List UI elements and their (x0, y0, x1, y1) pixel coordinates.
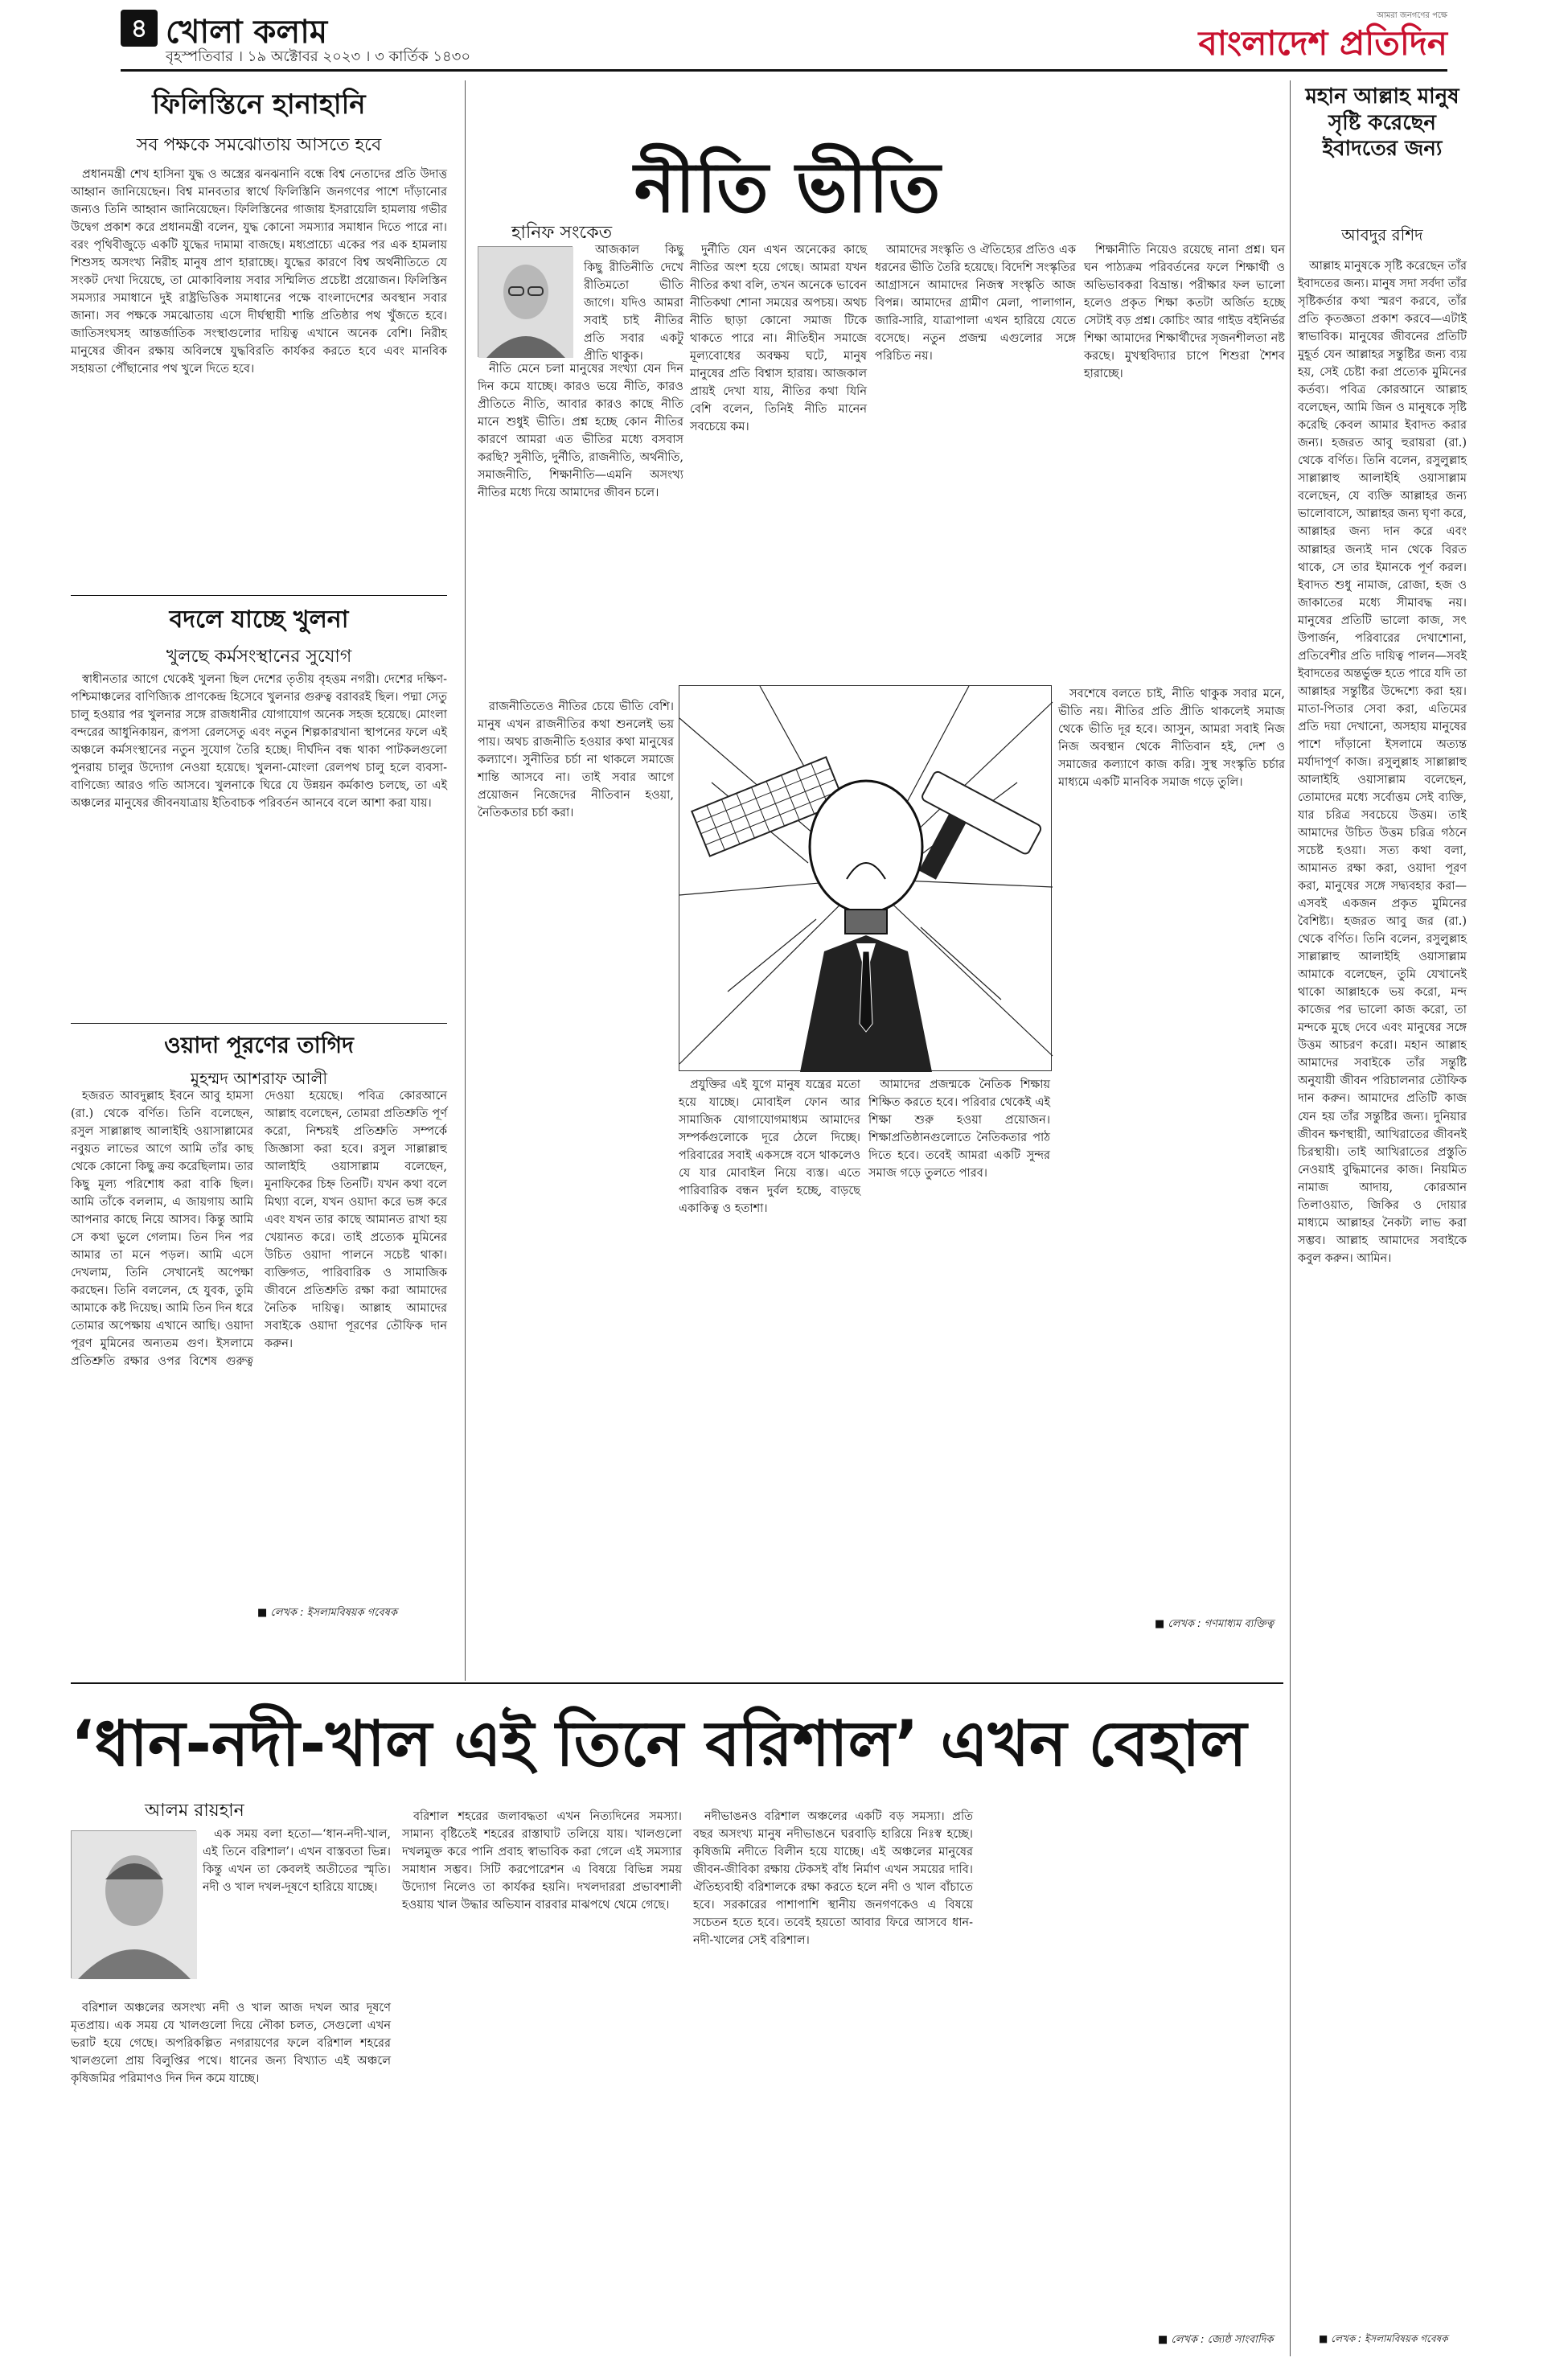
paragraph: আমাদের প্রজন্মকে নৈতিক শিক্ষায় শিক্ষিত করতে হবে। পরিবার থেকেই এই শিক্ষা শুরু হওয়া প্রয়োজন। শিক্ষাপ্রতিষ্ঠানগুলোতে নৈতিকতার পাঠ দিতে হবে। তবেই আমরা একটি সুন্দর সমাজ গড়ে তুলতে পারব। (868, 1078, 1050, 1181)
author-note: ■ লেখক : জ্যেষ্ঠ সাংবাদিক (1158, 2334, 1274, 2346)
paragraph: স্বাধীনতার আগে থেকেই খুলনা ছিল দেশের তৃতীয় বৃহত্তম নগরী। দেশের দক্ষিণ-পশ্চিমাঞ্চলের বাণিজ্যিক প্রাণকেন্দ্র হিসেবে খুলনার গুরুত্ব বরাবরই ছিল। পদ্মা সেতু চালু হওয়ার পর খুলনার সঙ্গে রাজধানীর যোগাযোগ অনেক সহজ হয়েছে। মোংলা বন্দরের আধুনিকায়ন, রূপসা রেলসেতু এবং নতুন শিল্পকারখানা স্থাপনের ফলে এই অঞ্চলে কর্মসংস্থানের নতুন সুযোগ তৈরি হচ্ছে। দীর্ঘদিন বন্ধ থাকা পাটকলগুলো পুনরায় চালুর উদ্যোগ নেওয়া হয়েছে। খুলনা-মোংলা রেলপথ চালু হলে ব্যবসা-বাণিজ্যে আরও গতি আসবে। খুলনাকে ঘিরে যে উন্নয়ন কর্মকাণ্ড চলছে, তা এই অঞ্চলের মানুষের জীবনযাত্রায় ইতিবাচক পরিবর্তন আনবে বলে আশা করা যায়। (71, 673, 447, 811)
article-column (478, 698, 674, 1615)
article-title: নীতি ভীতি (634, 148, 942, 228)
author-photo (71, 1830, 196, 1978)
article-column (203, 1826, 391, 1999)
article-column (868, 1076, 1050, 1615)
brand-name: বাংলাদেশ প্রতিদিন (1198, 23, 1447, 63)
section-divider (71, 595, 447, 596)
author-note: ■ লেখক : ইসলামবিষয়ক গবেষক (1319, 2333, 1448, 2344)
article-column (1084, 241, 1285, 682)
column-divider (1290, 80, 1291, 2356)
section-title: খোলা কলাম (166, 14, 328, 51)
article-subtitle: খুলছে কর্মসংস্থানের সুযোগ (166, 647, 352, 667)
article-author: আলম রায়হান (145, 1801, 244, 1821)
article-body (1298, 257, 1467, 2321)
paragraph: প্রধানমন্ত্রী শেখ হাসিনা যুদ্ধ ও অস্ত্রের ঝনঝনানি বন্ধে বিশ্ব নেতাদের প্রতি উদাত্ত আহ্বান জানিয়েছেন। বিশ্ব মানবতার স্বার্থে ফিলিস্তিনি জনগণের পাশে দাঁড়ানোর জন্যও তিনি আহ্বান জানিয়েছেন। ফিলিস্তিনের গাজায় ইসরায়েলি হামলায় গভীর উদ্বেগ প্রকাশ করে প্রধানমন্ত্রী বলেন, যুদ্ধ কোনো সমস্যার সমাধান দিতে পারে না। বরং পৃথিবীজুড়ে একটি যুদ্ধের দামামা বাজছে। মধ্যপ্রাচ্যে একের পর এক হামলায় শিশুসহ অসংখ্য নিরীহ মানুষ প্রাণ হারাচ্ছে। যুদ্ধের কারণে বিশ্ব অর্থনীতিতে যে সংকট দেখা দিয়েছে, তা মোকাবিলায় সবার সম্মিলিত প্রচেষ্টা প্রয়োজন। ফিলিস্তিন সমস্যার সমাধানে দুই রাষ্ট্রভিত্তিক সমাধানের পক্ষে বাংলাদেশের অবস্থান সবার জানা। সব পক্ষকে সমঝোতায় এসে দীর্ঘস্থায়ী শান্তি প্রতিষ্ঠার পথ খুঁজতে হবে। জাতিসংঘসহ আন্তর্জাতিক সংস্থাগুলোর দায়িত্ব এখানে অনেক বেশি। নিরীহ মানুষের জীবন রক্ষায় অবিলম্বে যুদ্ধবিরতি কার্যকর করতে হবে এবং মানবিক সহায়তা পৌঁছানোর পথ খুলে দিতে হবে। (71, 168, 447, 376)
page-number: ৪ (121, 10, 158, 47)
author-note: ■ লেখক : গণমাধ্যম ব্যক্তিত্ব (1155, 1618, 1275, 1630)
paragraph: বরিশাল শহরের জলাবদ্ধতা এখন নিত্যদিনের সমস্যা। সামান্য বৃষ্টিতেই শহরের রাস্তাঘাট তলিয়ে যায়। খালগুলো দখলমুক্ত করে পানি প্রবাহ স্বাভাবিক করা গেলে এই সমস্যার সমাধান সম্ভব। সিটি করপোরেশন এ বিষয়ে বিভিন্ন সময় উদ্যোগ নিলেও তা কার্যকর হয়নি। দখলদাররা প্রভাবশালী হওয়ায় খাল উদ্ধার অভিযান বারবার মাঝপথে থেমে গেছে। (402, 1810, 682, 1912)
paragraph: আজকাল কিছু কিছু রীতিনীতি দেখে রীতিমতো ভীতি জাগে। যদিও আমরা সবাই চাই নীতির প্রতি সবার একটু প্রীতি থাকুক। (584, 244, 683, 363)
article-title: বদলে যাচ্ছে খুলনা (169, 606, 349, 634)
article-column (875, 241, 1076, 682)
paragraph: বরিশাল অঞ্চলের অসংখ্য নদী ও খাল আজ দখল আর দূষণে মৃতপ্রায়। এক সময় যে খালগুলো দিয়ে নৌকা চলত, সেগুলো এখন ভরাট হয়ে গেছে। অপরিকল্পিত নগরায়ণের ফলে বরিশাল শহরের খালগুলো প্রায় বিলুপ্তির পথে। ধানের জন্য বিখ্যাত এই অঞ্চলে কৃষিজমির পরিমাণও দিন দিন কমে যাচ্ছে। (71, 2002, 391, 2086)
article-header (71, 84, 447, 161)
author-note: ■ লেখক : ইসলামবিষয়ক গবেষক (257, 1607, 397, 1619)
paragraph: নদীভাঙনও বরিশাল অঞ্চলের একটি বড় সমস্যা। প্রতি বছর অসংখ্য মানুষ নদীভাঙনে ঘরবাড়ি হারিয়ে নিঃস্ব হচ্ছে। কৃষিজমি নদীতে বিলীন হয়ে যাচ্ছে। এই অঞ্চলের মানুষের জীবন-জীবিকা রক্ষায় টেকসই বাঁধ নির্মাণ এখন সময়ের দাবি। ঐতিহ্যবাহী বরিশালকে রক্ষা করতে হলে নদী ও খাল বাঁচাতে হবে। সরকারের পাশাপাশি স্থানীয় জনগণকেও এ বিষয়ে সচেতন হতে হবে। তবেই হয়তো আবার ফিরে আসবে ধান-নদী-খালের সেই বরিশাল। (693, 1810, 973, 1948)
article-header (71, 1028, 447, 1094)
paragraph: প্রযুক্তির এই যুগে মানুষ যন্ত্রের মতো হয়ে যাচ্ছে। মোবাইল ফোন আর সামাজিক যোগাযোগমাধ্যম আমাদের সম্পর্কগুলোকে দূরে ঠেলে দিচ্ছে। পরিবারের সবাই একসঙ্গে বসে থাকলেও যে যার মোবাইল নিয়ে ব্যস্ত। এতে পারিবারিক বন্ধন দুর্বল হচ্ছে, বাড়ছে একাকিত্ব ও হতাশা। (679, 1078, 860, 1216)
article-author: হানিফ সংকেত (511, 223, 613, 243)
article-body (71, 166, 447, 592)
article-author: আবদুর রশিদ (1341, 225, 1423, 244)
article-body (71, 1087, 447, 1602)
article-column (478, 360, 683, 698)
paragraph: আল্লাহ মানুষকে সৃষ্টি করেছেন তাঁর ইবাদতের জন্য। মানুষ সদা সর্বদা তাঁর সৃষ্টিকর্তার কথা স্মরণ করবে, তাঁর প্রতি কৃতজ্ঞতা প্রকাশ করবে—এটাই স্বাভাবিক। মানুষের জীবনের প্রতিটি মুহূর্ত যেন আল্লাহর সন্তুষ্টির জন্য ব্যয় হয়, সেই চেষ্টা করা প্রত্যেক মুমিনের কর্তব্য। পবিত্র কোরআনে আল্লাহ বলেছেন, আমি জিন ও মানুষকে সৃষ্টি করেছি কেবল আমার ইবাদত করার জন্য। হজরত আবু হুরায়রা (রা.) থেকে বর্ণিত। তিনি বলেন, রসুলুল্লাহ সাল্লাল্লাহু আলাইহি ওয়াসাল্লাম বলেছেন, যে ব্যক্তি আল্লাহর জন্য ভালোবাসে, আল্লাহর জন্য ঘৃণা করে, আল্লাহর জন্য দান করে এবং আল্লাহর জন্যই দান থেকে বিরত থাকে, সে তার ইমানকে পূর্ণ করল। ইবাদত শুধু নামাজ, রোজা, হজ ও জাকাতের মধ্যে সীমাবদ্ধ নয়। মানুষের প্রতিটি ভালো কাজ, সৎ উপার্জন, পরিবারের দেখাশোনা, প্রতিবেশীর প্রতি দায়িত্ব পালন—সবই ইবাদতের অন্তর্ভুক্ত হতে পারে যদি তা আল্লাহর সন্তুষ্টির উদ্দেশ্যে করা হয়। মাতা-পিতার সেবা করা, এতিমের প্রতি দয়া দেখানো, অসহায় মানুষের পাশে দাঁড়ানো ইসলামে অত্যন্ত মর্যাদাপূর্ণ কাজ। রসুলুল্লাহ সাল্লাল্লাহু আলাইহি ওয়াসাল্লাম বলেছেন, তোমাদের মধ্যে সর্বোত্তম সেই ব্যক্তি, যার চরিত্র সবচেয়ে উত্তম। তাই আমাদের উচিত উত্তম চরিত্র গঠনে সচেষ্ট হওয়া। সত্য কথা বলা, আমানত রক্ষা করা, ওয়াদা পূরণ করা, মানুষের সঙ্গে সদ্ব্যবহার করা—এসবই একজন প্রকৃত মুমিনের বৈশিষ্ট্য। হজরত আবু জর (রা.) থেকে বর্ণিত। তিনি বলেন, রসুলুল্লাহ সাল্লাল্লাহু আলাইহি ওয়াসাল্লাম আমাকে বলেছেন, তুমি যেখানেই থাকো আল্লাহকে ভয় করো, মন্দ কাজের পর ভালো কাজ করো, তা মন্দকে মুছে দেবে এবং মানুষের সঙ্গে উত্তম আচরণ করো। মহান আল্লাহ আমাদের সবাইকে তাঁর সন্তুষ্টি অনুযায়ী জীবন পরিচালনার তৌফিক দান করুন। আমাদের প্রতিটি কাজ যেন হয় তাঁর সন্তুষ্টির জন্য। দুনিয়ার জীবন ক্ষণস্থায়ী, আখিরাতের জীবনই চিরস্থায়ী। তাই আখিরাতের প্রস্তুতি নেওয়াই বুদ্ধিমানের কাজ। নিয়মিত নামাজ আদায়, কোরআন তিলাওয়াত, জিকির ও দোয়ার মাধ্যমে আল্লাহর নৈকট্য লাভ করা সম্ভব। আল্লাহ আমাদের সবাইকে কবুল করুন। আমিন। (1298, 260, 1467, 1265)
author-photo (478, 246, 573, 357)
section-divider (71, 1682, 1283, 1684)
masthead (121, 10, 1447, 63)
paragraph: আমাদের সংস্কৃতি ও ঐতিহ্যের প্রতিও এক ধরনের ভীতি তৈরি হয়েছে। বিদেশি সংস্কৃতির আগ্রাসনে আমাদের নিজস্ব সংস্কৃতি আজ বিপন্ন। আমাদের গ্রামীণ মেলা, পালাগান, জারি-সারি, যাত্রাপালা এখন হারিয়ে যেতে বসেছে। নতুন প্রজন্ম এগুলোর সঙ্গে পরিচিত নয়। (875, 244, 1076, 363)
article-column (1058, 685, 1285, 1615)
article-column (584, 241, 683, 363)
article-title: ‘ধান-নদী-খাল এই তিনে বরিশাল’ এখন বেহাল (71, 1708, 1247, 1780)
column-divider (465, 80, 466, 1681)
article-header (1298, 84, 1467, 162)
article-column (693, 1808, 973, 2343)
paragraph: নীতি মেনে চলা মানুষের সংখ্যা যেন দিন দিন কমে যাচ্ছে। কারও ভয়ে নীতি, কারও প্রীতিতে নীতি, আবার কারও কাছে নীতি মানে শুধুই ভীতি। প্রশ্ন হচ্ছে কোন নীতির কারণে আমরা এত ভীতির মধ্যে বসবাস করছি? সুনীতি, দুর্নীতি, রাজনীতি, অর্থনীতি, সমাজনীতি, শিক্ষানীতি—এমনি অসংখ্য নীতির মধ্যে দিয়ে আমাদের জীবন চলে। (478, 363, 683, 500)
article-column (679, 1076, 860, 1615)
article-illustration (679, 685, 1052, 1071)
paragraph: রাজনীতিতেও নীতির চেয়ে ভীতি বেশি। মানুষ এখন রাজনীতির কথা শুনলেই ভয় পায়। অথচ রাজনীতি হওয়ার কথা মানুষের কল্যাণে। সুনীতির চর্চা না থাকলে সমাজে শান্তি আসবে না। তাই সবার আগে প্রয়োজন নিজেদের নীতিবান হওয়া, নৈতিকতার চর্চা করা। (478, 700, 674, 820)
article-author: মুহম্মদ আশরাফ আলী (190, 1069, 328, 1088)
newspaper-logo (1198, 10, 1447, 64)
paragraph: হজরত আবদুল্লাহ ইবনে আবু হামসা (রা.) থেকে বর্ণিত। তিনি বলেছেন, রসুল সাল্লাল্লাহু আলাইহি ওয়াসাল্লামের নবুয়ত লাভের আগে আমি তাঁর কাছ থেকে কোনো কিছু ক্রয় করেছিলাম। তার কিছু মূল্য পরিশোধ করা বাকি ছিল। আমি তাঁকে বললাম, এ জায়গায় আমি আপনার কাছে নিয়ে আসব। কিন্তু আমি সে কথা ভুলে গেলাম। তিন দিন পর আমার তা মনে পড়ল। আমি এসে দেখলাম, তিনি সেখানেই অপেক্ষা করছেন। তিনি বললেন, হে যুবক, তুমি আমাকে কষ্ট দিয়েছ। আমি তিন দিন ধরে তোমার অপেক্ষায় এখানে আছি। ওয়াদা পূরণ মুমিনের অন্যতম গুণ। ইসলামে প্রতিশ্রুতি রক্ষার ওপর বিশেষ গুরুত্ব দেওয়া হয়েছে। পবিত্র কোরআনে আল্লাহ বলেছেন, তোমরা প্রতিশ্রুতি পূর্ণ করো, নিশ্চয়ই প্রতিশ্রুতি সম্পর্কে জিজ্ঞাসা করা হবে। রসুল সাল্লাল্লাহু আলাইহি ওয়াসাল্লাম বলেছেন, মুনাফিকের চিহ্ন তিনটি। যখন কথা বলে মিথ্যা বলে, যখন ওয়াদা করে ভঙ্গ করে এবং যখন তার কাছে আমানত রাখা হয় খেয়ানত করে। তাই প্রত্যেক মুমিনের উচিত ওয়াদা পালনে সচেষ্ট থাকা। ব্যক্তিগত, পারিবারিক ও সামাজিক জীবনে প্রতিশ্রুতি রক্ষা করা আমাদের নৈতিক দায়িত্ব। আল্লাহ আমাদের সবাইকে ওয়াদা পূরণের তৌফিক দান করুন। (71, 1090, 447, 1369)
paragraph: শিক্ষানীতি নিয়েও রয়েছে নানা প্রশ্ন। ঘন ঘন পাঠ্যক্রম পরিবর্তনের ফলে শিক্ষার্থী ও অভিভাবকরা বিভ্রান্ত। পরীক্ষার ফল ভালো হলেও প্রকৃত শিক্ষা কতটা অর্জিত হচ্ছে সেটাই বড় প্রশ্ন। কোচিং আর গাইড বইনির্ভর শিক্ষা আমাদের শিক্ষার্থীদের সৃজনশীলতা নষ্ট করছে। মুখস্থবিদ্যার চাপে শিশুরা শৈশব হারাচ্ছে। (1084, 244, 1285, 381)
issue-date: বৃহস্পতিবার । ১৯ অক্টোবর ২০২৩ । ৩ কার্তিক ১৪৩০ (166, 48, 471, 65)
paragraph: দুর্নীতি যেন এখন অনেকের কাছে নীতির অংশ হয়ে গেছে। আমরা যখন নীতির কথা বলি, তখন অনেকে ভাবেন নীতিকথা শোনা সময়ের অপচয়। অথচ নীতি ছাড়া কোনো সমাজ টিকে থাকতে পারে না। নীতিহীন সমাজে মূল্যবোধের অবক্ষয় ঘটে, মানুষ মানুষের প্রতি বিশ্বাস হারায়। আজকাল প্রায়ই দেখা যায়, নীতির কথা যিনি বেশি বলেন, তিনিই নীতি মানেন সবচেয়ে কম। (690, 244, 867, 434)
brand-tagline: আমরা জনগণের পক্ষে (1377, 11, 1447, 20)
article-body (71, 671, 447, 1018)
section-divider (71, 1023, 447, 1024)
article-column (690, 241, 867, 682)
article-column (402, 1808, 682, 2343)
article-header (71, 600, 447, 672)
article-subtitle: সব পক্ষকে সমঝোতায় আসতে হবে (136, 135, 382, 155)
paragraph: সবশেষে বলতে চাই, নীতি থাকুক সবার মনে, ভীতি নয়। নীতির প্রতি প্রীতি থাকলেই সমাজ থেকে ভীতি দূর হবে। আসুন, আমরা সবাই নিজ নিজ অবস্থান থেকে নীতিবান হই, দেশ ও সমাজের কল্যাণে কাজ করি। সুস্থ সংস্কৃতি চর্চার মাধ্যমে একটি মানবিক সমাজ গড়ে তুলি। (1058, 688, 1285, 790)
article-column (71, 1999, 391, 2343)
masthead-rule (121, 69, 1447, 72)
article-title: ওয়াদা পূরণের তাগিদ (164, 1032, 354, 1058)
article-title: মহান আল্লাহ মানুষ সৃষ্টি করেছেন ইবাদতের জন্য (1305, 84, 1459, 161)
article-title: ফিলিস্তিনে হানাহানি (152, 88, 366, 121)
paragraph: এক সময় বলা হতো—‘ধান-নদী-খাল, এই তিনে বরিশাল’। এখন বাস্তবতা ভিন্ন। কিন্তু এখন তা কেবলই অতীতের স্মৃতি। নদী ও খাল দখল-দূষণে হারিয়ে যাচ্ছে। (203, 1828, 391, 1895)
